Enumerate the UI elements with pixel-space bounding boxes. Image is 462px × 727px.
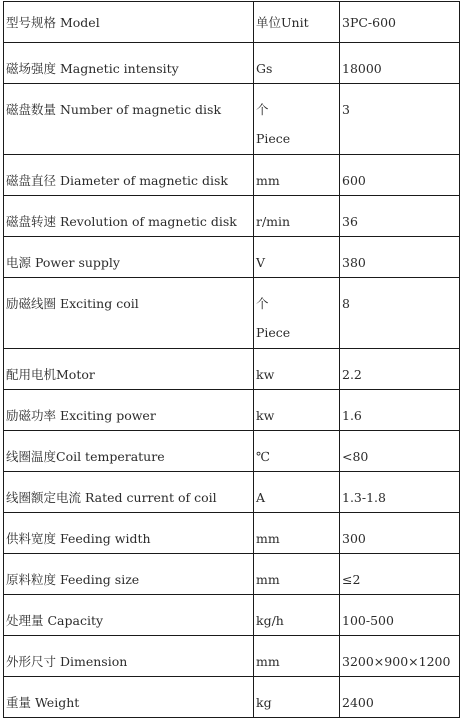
value-label: 18000 <box>342 61 382 76</box>
table-row <box>4 513 460 554</box>
unit-cell <box>254 84 340 155</box>
unit-cell <box>254 554 340 595</box>
parameter-cell <box>4 43 254 84</box>
unit-cell <box>254 431 340 472</box>
parameter-cell <box>4 513 254 554</box>
table-row <box>4 237 460 278</box>
value-cell <box>340 431 460 472</box>
table-row <box>4 636 460 677</box>
unit-label: r/min <box>256 214 291 229</box>
parameter-cell <box>4 84 254 155</box>
parameter-cell <box>4 636 254 677</box>
value-label: 380 <box>342 255 366 270</box>
unit-cell <box>254 513 340 554</box>
parameter-label: 外形尺寸 Dimension <box>6 654 128 669</box>
parameter-label: 供料宽度 Feeding width <box>6 531 151 546</box>
unit-cell <box>254 237 340 278</box>
value-label: 100-500 <box>342 613 394 628</box>
value-label: 8 <box>342 296 350 311</box>
value-label: 3200×900×1200 <box>342 654 451 669</box>
unit-cell <box>254 349 340 390</box>
parameter-label: 电源 Power supply <box>6 255 120 270</box>
value-label: ≤2 <box>342 572 361 587</box>
unit-cell <box>254 155 340 196</box>
header-parameter: 型号规格 Model <box>6 15 100 30</box>
value-cell <box>340 636 460 677</box>
table-row <box>4 390 460 431</box>
spec-table <box>3 1 460 718</box>
value-cell <box>340 595 460 636</box>
parameter-label: 线圈温度Coil temperature <box>6 449 165 464</box>
parameter-cell <box>4 472 254 513</box>
unit-label: V <box>256 255 266 270</box>
unit-label-secondary: Piece <box>256 325 291 340</box>
unit-label: mm <box>256 572 280 587</box>
value-cell <box>340 196 460 237</box>
value-label: 2400 <box>342 695 374 710</box>
value-label: 1.6 <box>342 408 362 423</box>
header-unit: 单位Unit <box>256 15 309 30</box>
value-cell <box>340 554 460 595</box>
parameter-label: 磁盘直径 Diameter of magnetic disk <box>6 173 228 188</box>
table-row <box>4 431 460 472</box>
parameter-label: 磁盘转速 Revolution of magnetic disk <box>6 214 237 229</box>
value-cell <box>340 278 460 349</box>
value-cell <box>340 472 460 513</box>
value-cell <box>340 513 460 554</box>
parameter-cell <box>4 390 254 431</box>
value-cell <box>340 390 460 431</box>
table-row <box>4 472 460 513</box>
value-cell <box>340 237 460 278</box>
parameter-cell <box>4 349 254 390</box>
parameter-cell <box>4 155 254 196</box>
unit-label: mm <box>256 531 280 546</box>
table-row <box>4 349 460 390</box>
table-row <box>4 677 460 718</box>
parameter-cell <box>4 278 254 349</box>
header-value: 3PC-600 <box>342 15 397 30</box>
value-cell <box>340 84 460 155</box>
unit-cell <box>254 278 340 349</box>
unit-label: mm <box>256 173 280 188</box>
unit-label: mm <box>256 654 280 669</box>
unit-cell <box>254 677 340 718</box>
header-unit-cell <box>254 2 340 43</box>
parameter-label: 励磁功率 Exciting power <box>6 408 156 423</box>
value-label: 3 <box>342 102 350 117</box>
parameter-cell <box>4 554 254 595</box>
value-cell <box>340 43 460 84</box>
parameter-cell <box>4 677 254 718</box>
value-label: 300 <box>342 531 366 546</box>
unit-cell <box>254 43 340 84</box>
table-row <box>4 84 460 155</box>
value-cell <box>340 155 460 196</box>
spec-table-body <box>4 2 460 718</box>
unit-label: kg <box>256 695 272 710</box>
unit-label: kg/h <box>256 613 284 628</box>
table-row <box>4 43 460 84</box>
parameter-label: 线圈额定电流 Rated current of coil <box>6 490 217 505</box>
value-label: <80 <box>342 449 369 464</box>
table-row <box>4 196 460 237</box>
value-label: 36 <box>342 214 358 229</box>
table-row <box>4 595 460 636</box>
parameter-cell <box>4 595 254 636</box>
value-cell <box>340 677 460 718</box>
unit-label: A <box>256 490 266 505</box>
table-row <box>4 554 460 595</box>
unit-label: kw <box>256 408 275 423</box>
value-label: 600 <box>342 173 366 188</box>
parameter-label: 重量 Weight <box>6 695 80 710</box>
parameter-cell <box>4 431 254 472</box>
header-parameter-cell <box>4 2 254 43</box>
parameter-label: 处理量 Capacity <box>6 613 104 628</box>
unit-label: ℃ <box>256 449 270 464</box>
header-value-cell <box>340 2 460 43</box>
unit-cell <box>254 390 340 431</box>
unit-cell <box>254 196 340 237</box>
unit-label: 个 <box>256 102 269 117</box>
unit-cell <box>254 595 340 636</box>
value-label: 2.2 <box>342 367 362 382</box>
unit-cell <box>254 636 340 677</box>
parameter-label: 原料粒度 Feeding size <box>6 572 140 587</box>
value-label: 1.3-1.8 <box>342 490 386 505</box>
unit-label-secondary: Piece <box>256 131 291 146</box>
parameter-cell <box>4 237 254 278</box>
parameter-cell <box>4 196 254 237</box>
parameter-label: 磁盘数量 Number of magnetic disk <box>6 102 222 117</box>
value-cell <box>340 349 460 390</box>
parameter-label: 磁场强度 Magnetic intensity <box>6 61 179 76</box>
table-row <box>4 155 460 196</box>
unit-cell <box>254 472 340 513</box>
unit-label: 个 <box>256 296 269 311</box>
unit-label: kw <box>256 367 275 382</box>
unit-label: Gs <box>256 61 273 76</box>
parameter-label: 励磁线圈 Exciting coil <box>6 296 139 311</box>
header-row <box>4 2 460 43</box>
table-row <box>4 278 460 349</box>
parameter-label: 配用电机Motor <box>6 367 95 382</box>
